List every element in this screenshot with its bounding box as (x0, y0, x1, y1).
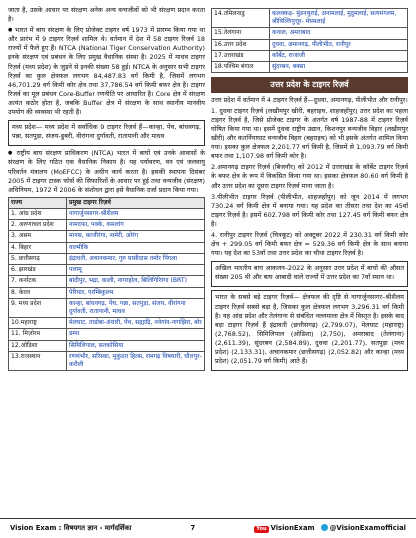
youtube-icon: You (256, 525, 267, 532)
table-row (9, 287, 205, 298)
table-row (9, 253, 205, 264)
reserve-cell: कान्हा, बांधवगढ़, पेंच, पन्ना, सतपुड़ा, संजय, वीरांगना दुर्गावती, रातापानी, माधव (67, 298, 205, 317)
state-cell: 6. झारखंड (9, 265, 67, 276)
youtube-handle: VisionExam (270, 523, 315, 532)
right-column (211, 6, 408, 516)
table-row (212, 62, 408, 73)
reserve-cell: वाल्मीकि (67, 242, 205, 253)
reserve-cell: मानस, काजीरंगा, नामेरी, ओरंग (67, 231, 205, 242)
youtube-link[interactable] (254, 524, 314, 534)
state-cell: 16.उत्तर प्रदेश (212, 39, 270, 50)
state-cell: 13.राजस्थान (9, 351, 67, 370)
state-cell: 14.तमिलनाडु (212, 9, 270, 28)
telegram-handle: @VisionExamofficial (329, 523, 406, 532)
table-row (9, 329, 205, 340)
state-cell: 11. मिज़ोरम (9, 329, 67, 340)
up-intro: उत्तर प्रदेश में वर्तमान में 4 टाइगर रिज़र्व हैं—दुधवा, अमानगढ़, पीलीभीत और रानीपुर। (211, 95, 408, 104)
project-tiger-text: ● भारत में बाघ संरक्षण के लिए प्रोजेक्ट टाइगर वर्ष 1973 में प्रारम्भ किया गया था और प्रारंभ में 9 टाइगर रिज़र्व शामिल थे। वर्तमान में देश में 58 टाइगर रिजर्व 18 राज्यों में फैले हुए हैं। NTCA (National Tiger Conservation Authority) इनके संरक्षण एवं प्रबंधन के लिए प्रमुख वैधानिक संस्था है। 2025 में माधव टाइगर रिज़र्व (मध्य प्रदेश) के जुड़ने से इनकी संख्या 58 हुई। NTCA के अनुसार सभी टाइगर रिज़र्व का कुल क्षेत्रफल लगभग 84,487.83 वर्ग किमी है, जिसमें लगभग 46,701.29 वर्ग किमी कोर क्षेत्र तथा 37,786.54 वर्ग किमी बफर क्षेत्र है। टाइगर रिजर्व का मूल प्रबंधन Core-Buffer रणनीति पर आधारित है। Core क्षेत्र में संरक्षण अत्यंत कठोर होता है, जबकि Buffer क्षेत्र में संरक्षण के साथ स्थानीय मानवीय उपयोग की व्यवस्था भी रहती है। (8, 26, 205, 117)
tiger-census-text: अखिल भारतीय बाघ आकलन–2022 के अनुसार उत्तर प्रदेश में बाघों की औसत संख्या 205 थी और बाघ आबादी वाले राज्यों में उत्तर प्रदेश का 7वाँ स्थान था। (215, 264, 404, 282)
reserve-cell: इंद्रावती, अचानकमार, गुरु घासीदास तमोर पिंगला (67, 253, 205, 264)
reserve-cell: रणथंभौर, सरिस्का, मुकुंदरा हिल्स, रामगढ़ विषधारी, धौलपुर-करौली (67, 351, 205, 370)
table-row (9, 231, 205, 242)
reserve-cell: कवाल, अमराबाद (270, 28, 408, 39)
tiger-census-box (211, 261, 408, 287)
table-row (9, 209, 205, 220)
table-row (9, 242, 205, 253)
table-header-reserve: प्रमुख टाइगर रिज़र्व (67, 197, 205, 208)
reserve-cell: बांदीपुर, भद्रा, काली, नागरहोल, बिलिगिरिरंगा (BRT) (67, 276, 205, 287)
largest-reserves-text: भारत के सबसे बड़े टाइगर रिज़र्व— क्षेत्रफल की दृष्टि से नागार्जुनसागर–श्रीशैलम टाइगर रिज़र्व सबसे बड़ा है, जिसका कुल क्षेत्रफल लगभग 3,296.31 वर्ग किमी है। यह आंध्र प्रदेश और तेलंगाना से संबंधित नल्लमाला क्षेत्र में विस्तृत है। इसके बाद बड़ा टाइगर रिज़र्व हैं इंद्रावती (छत्तीसगढ़) (2,799.07), मेलघाट (महाराष्ट्र) (2,768.52), सिमिलिपाल (ओडिशा) (2,750), अमराबाद (तेलंगाना) (2,611.39), सुंदरबन (2,584.89), दुधवा (2,201.77), सतपुड़ा (मध्य प्रदेश) (2,133.31), अचानकमार (छत्तीसगढ़) (2,052.82) और कान्हा (मध्य प्रदेश) (2,051.79 वर्ग किमी) आते हैं। (215, 293, 404, 366)
reserve-cell: नामदफा, पक्के, कमलांग (67, 220, 205, 231)
reserve-cell: सुंदरबन, बक्सा (270, 62, 408, 73)
table-row (9, 220, 205, 231)
mp-text: मध्य प्रदेश— मध्य प्रदेश में सर्वाधिक 9 टाइगर रिज़र्व हैं—कान्हा, पेंच, बांधवगढ़, पन्ना, सतपुड़ा, संजय-डुबरी, वीरांगना दुर्गावती, रातापानी और माधव (12, 123, 201, 141)
section-heading: उत्तर प्रदेश के टाइगर रिज़र्व (211, 77, 408, 92)
up-dudhwa: 1. दुधवा टाइगर रिज़र्व (लखीमपुर खीरी, बहराइच, शाहजहाँपुर) उत्तर प्रदेश का पहला टाइगर रिज़र्व है, जिसे प्रोजेक्ट टाइगर के अंतर्गत वर्ष 1987-88 में टाइगर रिज़र्व घोषित किया गया था। इसमें दुधवा राष्ट्रीय उद्यान, किशनपुर वन्यजीव विहार (लखीमपुर खीरी) और कतर्नियाघाट वन्यजीव विहार (बहराइच) को भी इसके अंतर्गत शामिल किया गया। इसका कुल क्षेत्रफल 2,201.77 वर्ग किमी है, जिसमें से 1,093.79 वर्ग किमी बफर तथा 1,107.98 वर्ग किमी कोर है। (211, 106, 408, 161)
table-row (9, 276, 205, 287)
state-cell: 9. मध्य प्रदेश (9, 298, 67, 317)
reserve-cell: कॉर्बेट, राजाजी (270, 50, 408, 61)
state-cell: 12.ओडिशा (9, 340, 67, 351)
state-cell: 10.महाराष्ट्र (9, 318, 67, 329)
state-cell: 1. आंध्र प्रदेश (9, 209, 67, 220)
reserve-cell: पेरियार, परम्बिकुलम (67, 287, 205, 298)
table-header-state: राज्य (9, 197, 67, 208)
state-cell: 7. कर्नाटक (9, 276, 67, 287)
state-cell: 17.उत्तराखंड (212, 50, 270, 61)
telegram-icon (321, 524, 328, 531)
reserve-cell: मेलघाट, ताडोबा-अंधारी, पेंच, सह्याद्रि, नवेगांव-नागझिरा, बोर (67, 318, 205, 329)
reserve-cell: सिमिलिपाल, सतकोसिया (67, 340, 205, 351)
table-row (9, 340, 205, 351)
footer (0, 518, 416, 538)
mp-box (8, 120, 205, 146)
up-ranipur: 4. रानीपुर टाइगर रिज़र्व (चित्रकूट) को अक्टूबर 2022 में 230.31 वर्ग किमी कोर क्षेत्र + 299.05 वर्ग किमी बफर क्षेत्र = 529.36 वर्ग किमी क्षेत्र के साथ बनाया गया। यह देश का 53वाँ तथा उत्तर प्रदेश का चौथा टाइगर रिज़र्व है। (211, 230, 408, 258)
telegram-link[interactable] (321, 524, 406, 534)
page-number: 7 (190, 523, 196, 532)
state-cell: 5. छत्तीसगढ़ (9, 253, 67, 264)
table-row (212, 50, 408, 61)
reserve-cell: पलामू (67, 265, 205, 276)
table-row (212, 39, 408, 50)
reserves-table-continued (211, 8, 408, 73)
footer-title: Vision Exam : विषयगत ज्ञान - मार्गदर्शिका (10, 523, 132, 532)
up-pilibhit: 3.पीलीभीत टाइगर रिज़र्व (पीलीभीत, शाहजहाँपुर) को जून 2014 में लगभग 730.24 वर्ग किमी क्षेत्र में बनाया गया। यह प्रदेश का तीसरा तथा देश का 45वाँ टाइगर रिज़र्व है। इसमें 602.798 वर्ग किमी कोर तथा 127.45 वर्ग किमी बफर क्षेत्र है। (211, 192, 408, 228)
state-cell: 4. बिहार (9, 242, 67, 253)
state-cell: 2. अरुणाचल प्रदेश (9, 220, 67, 231)
reserves-table (8, 197, 205, 372)
table-row (9, 318, 205, 329)
state-cell: 15.तेलंगाना (212, 28, 270, 39)
table-row (9, 351, 205, 370)
largest-reserves-box (211, 290, 408, 371)
reserve-cell: डम्पा (67, 329, 205, 340)
state-cell: 3. असम (9, 231, 67, 242)
state-cell: 18.पश्चिम बंगाल (212, 62, 270, 73)
reserve-cell: दुधवा, अमानगढ़, पीलीभीत, रानीपुर (270, 39, 408, 50)
up-amangarh: 2.अमानगढ़ टाइगर रिज़र्व (बिजनौर) को 2012 में उत्तराखंड के कॉर्बेट टाइगर रिज़र्व के बफर क्षेत्र के रूप में विकसित किया गया था। इसका क्षेत्रफल 80.60 वर्ग किमी है और उत्तर प्रदेश का दूसरा टाइगर रिज़र्व माना जाता है। (211, 163, 408, 190)
state-cell: 8. केरल (9, 287, 67, 298)
social-links (254, 524, 406, 534)
ntca-text: ● राष्ट्रीय बाघ संरक्षण प्राधिकरण (NTCA) भारत में बाघों एवं उनके आवासों के संरक्षण के लिए गठित एक वैधानिक निकाय है। यह पर्यावरण, वन एवं जलवायु परिवर्तन मंत्रालय (MoEFCC) के अधीन कार्य करता है। इसकी स्थापना दिसंबर 2005 में टाइगर टास्क फोर्स की सिफारिशों के आधार पर हुई तथा वन्यजीव (संरक्षण) अधिनियम, 1972 में 2006 के संशोधन द्वारा इसे वैधानिक दर्जा प्रदान किया गया। (8, 149, 205, 194)
table-row (212, 28, 408, 39)
table-row (212, 9, 408, 28)
table-row (9, 298, 205, 317)
left-column (8, 6, 205, 516)
reserve-cell: कलक्कड़- मुंडनथुराई, अनामलाई, मुदुमलाई, सत्यमंगलम, श्रीविल्लिपुत्तूर- मेघमलाई (270, 9, 408, 28)
intro-text: जाता है, उसके आधार पर संरक्षण अनेक अन्य वन्यजीवों को भी संरक्षण प्रदान करता है। (8, 6, 205, 24)
reserve-cell: नागार्जुनसागर-श्रीशैलम (67, 209, 205, 220)
table-row (9, 265, 205, 276)
